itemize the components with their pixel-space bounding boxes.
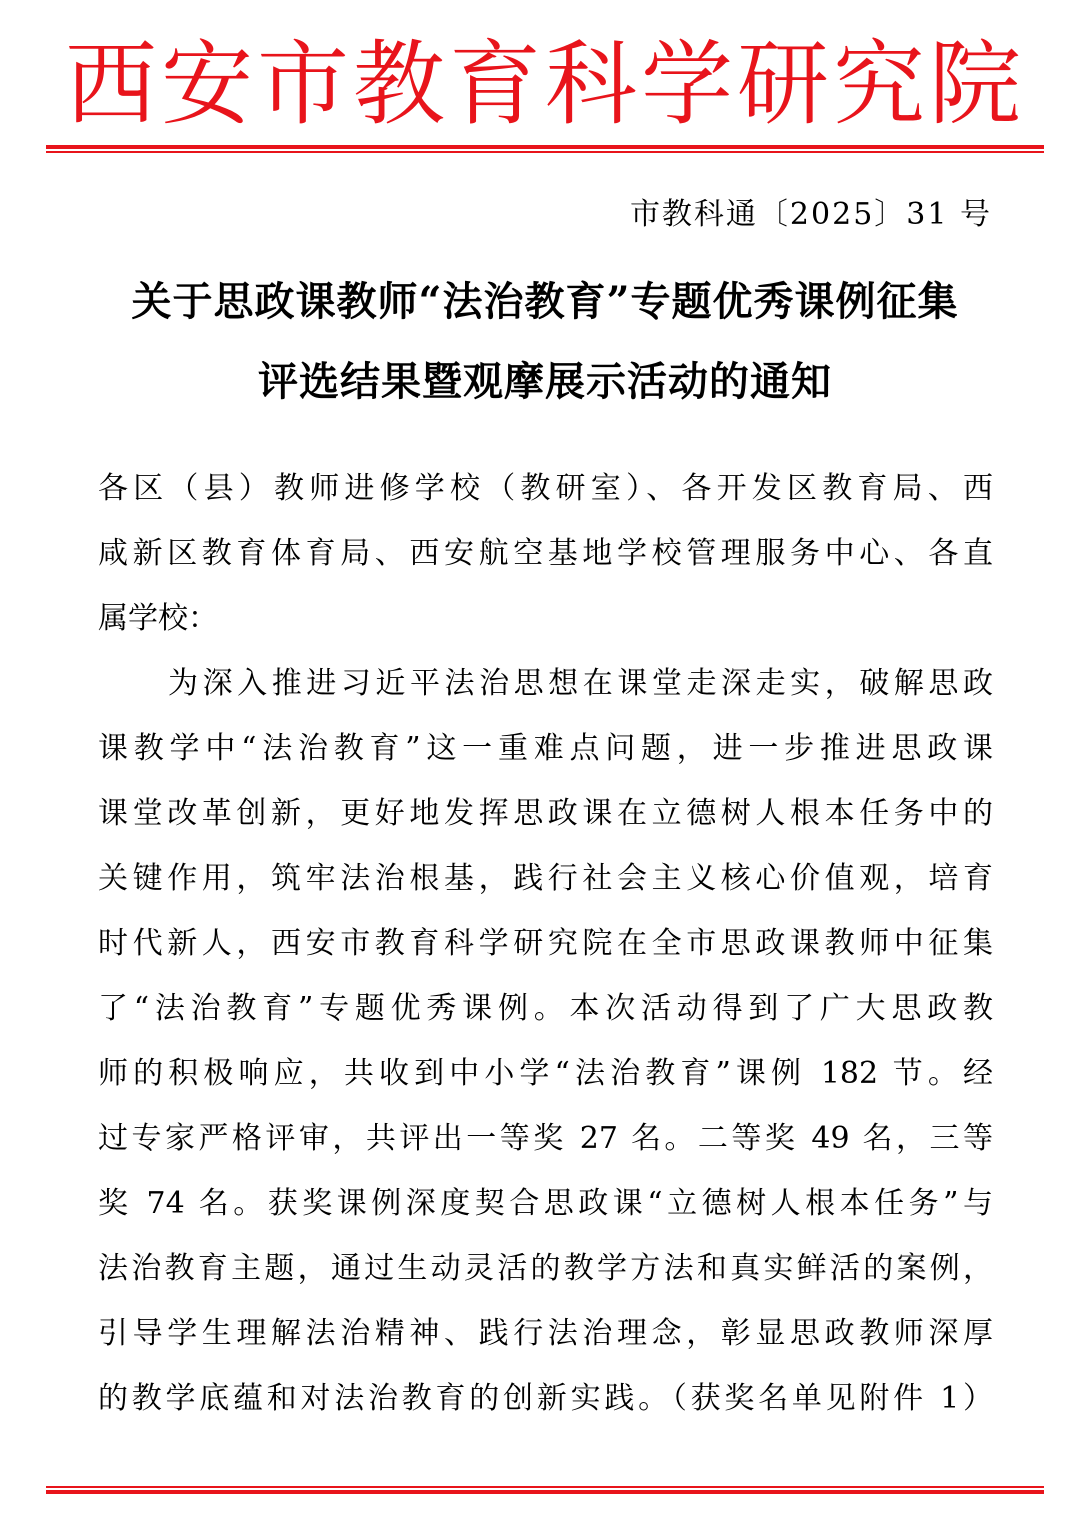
- paragraph-line: 法治教育主题，通过生动灵活的教学方法和真实鲜活的案例，: [98, 1251, 993, 1286]
- letterhead-divider-thick: [46, 145, 1044, 149]
- footer-divider-thin: [46, 1486, 1044, 1488]
- salutation-line: 各区（县）教师进修学校（教研室）、各开发区教育局、西: [98, 471, 993, 506]
- document-title-line-1: 关于思政课教师“法治教育”专题优秀课例征集: [131, 278, 959, 325]
- paragraph-line: 课堂改革创新，更好地发挥思政课在立德树人根本任务中的: [98, 796, 993, 831]
- letterhead-divider-thin: [46, 151, 1044, 153]
- paragraph-line: 奖 74 名。获奖课例深度契合思政课“立德树人根本任务”与: [98, 1186, 993, 1221]
- paragraph-line: 引导学生理解法治精神、践行法治理念，彰显思政教师深厚: [98, 1316, 993, 1351]
- paragraph-line: 的教学底蕴和对法治教育的创新实践。（获奖名单见附件 1）: [98, 1381, 993, 1416]
- paragraph-line: 了“法治教育”专题优秀课例。本次活动得到了广大思政教: [98, 991, 993, 1026]
- paragraph-line: 关键作用，筑牢法治根基，践行社会主义核心价值观，培育: [98, 861, 993, 896]
- paragraph-line: 为深入推进习近平法治思想在课堂走深走实，破解思政: [168, 666, 993, 701]
- footer-divider-thick: [46, 1490, 1044, 1494]
- letterhead-org-name: 西安市教育科学研究院: [64, 31, 1025, 138]
- paragraph-line: 过专家严格评审，共评出一等奖 27 名。二等奖 49 名，三等: [98, 1121, 993, 1156]
- document-number: 市教科通〔2025〕31 号: [629, 197, 992, 232]
- document-title-line-2: 评选结果暨观摩展示活动的通知: [258, 358, 832, 405]
- salutation-line: 咸新区教育体育局、西安航空基地学校管理服务中心、各直: [98, 536, 993, 571]
- paragraph-line: 师的积极响应，共收到中小学“法治教育”课例 182 节。经: [98, 1056, 993, 1091]
- salutation-line: 属学校：: [98, 601, 218, 636]
- paragraph-line: 课教学中“法治教育”这一重难点问题，进一步推进思政课: [98, 731, 993, 766]
- paragraph-line: 时代新人，西安市教育科学研究院在全市思政课教师中征集: [98, 926, 993, 961]
